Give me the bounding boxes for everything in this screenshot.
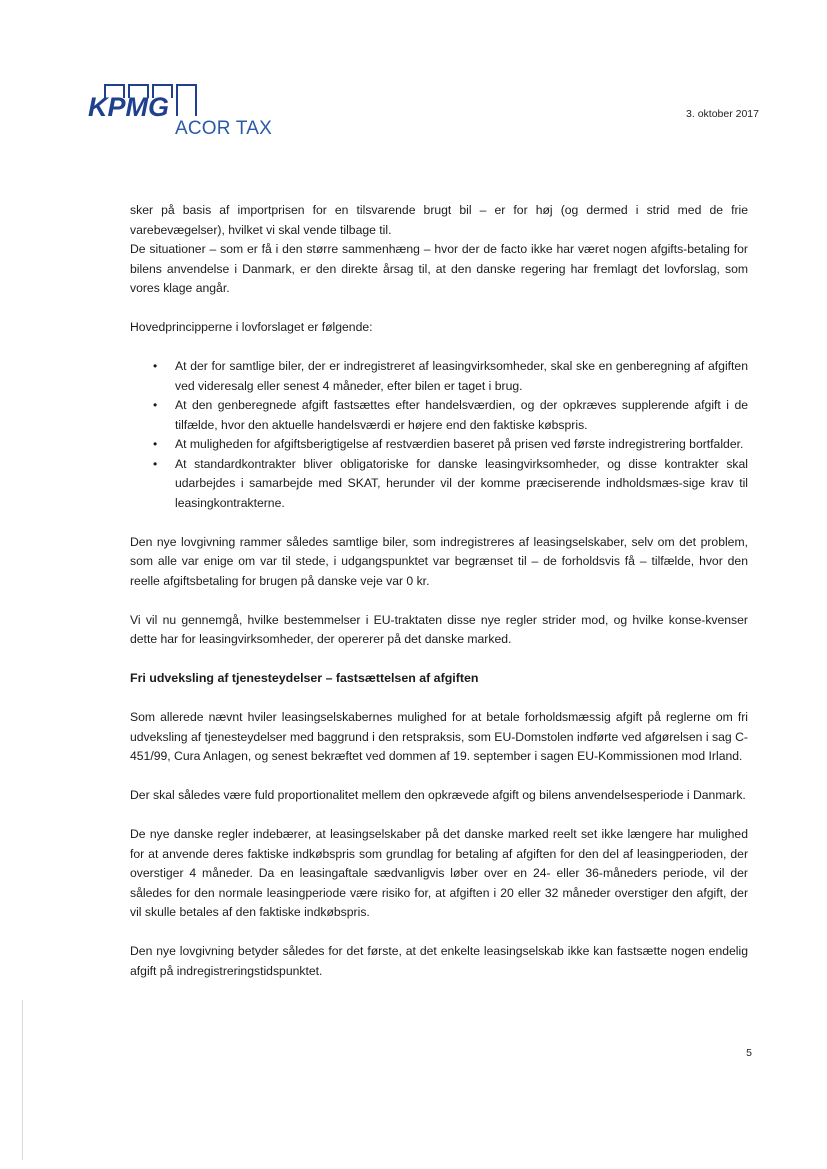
paragraph: sker på basis af importprisen for en tilsvarende brugt bil – er for høj (og dermed i strid med de frie varebevægelser), hvilket vi skal vende tilbage til. [130, 203, 748, 237]
paragraph: Som allerede nævnt hviler leasingselskabernes mulighed for at betale forholdsmæssig afgift på reglerne om fri udveksling af tjenesteydelser med baggrund i den retspraksis, som EU-Domstolen indførte ved afgørelsen i sag C-451/99, Cura Anlagen, og senest bekræftet ved dommen af 19. september i sagen EU-Kommissionen mod Irland. [130, 710, 748, 763]
paragraph: Den nye lovgivning rammer således samtlige biler, som indregistreres af leasingselskaber, selv om det problem, som alle var enige om var til stede, i udgangspunktet var begrænset til – de forholdsvis få – tilfælde, hvor den reelle afgiftsbetaling for brugen på danske veje var 0 kr. [130, 534, 748, 588]
list-item-text: At standardkontrakter bliver obligatoriske for danske leasingvirksomheder, og disse kontrakter skal udarbejdes i samarbejde med SKAT, herunder vil der komme præciserende indholdsmæs-sige krav til leasingkontrakterne. [175, 456, 748, 510]
list-item [153, 396, 748, 435]
paragraph: Den nye lovgivning betyder således for det første, at det enkelte leasingselskab ikke kan fastsætte nogen endelig afgift på indregistreringstidspunktet. [130, 944, 748, 978]
bullet-icon: • [153, 398, 158, 412]
section-heading: Fri udveksling af tjenesteydelser – fastsættelsen af afgiften [130, 671, 479, 685]
bullet-icon: • [153, 437, 158, 451]
paragraph: Vi vil nu gennemgå, hvilke bestemmelser i EU-traktaten disse nye regler strider mod, og hvilke konse-kvenser dette har for leasingvirksomheder, der opererer på det danske marked. [130, 612, 748, 646]
list-item [153, 357, 748, 396]
paragraph: De situationer – som er få i den større sammenhæng – hvor der de facto ikke har været nogen afgifts-betaling for bilens anvendelse i Danmark, er den direkte årsag til, at den danske regering har fremlagt det lovforslag, som vores klage angår. [130, 242, 748, 295]
principles-list [130, 357, 748, 513]
logo-box [176, 84, 197, 116]
paragraph: De nye danske regler indebærer, at leasingselskaber på det danske marked reelt set ikke længere har mulighed for at anvende deres faktiske indkøbspris som grundlag for betaling af afgiften for den del af leasingperioden, der overstiger 4 måneder. Da en leasingaftale sædvanligvis løber over en 24- eller 36-måneders periode, vil der således for den normale leasingperiode være risiko for, at afgiften i 20 eller 32 måneder overstiger den afgift, der vil skulle betales af den faktiske indkøbspris. [130, 827, 748, 919]
kpmg-acor-tax-logo [88, 82, 288, 142]
document-date: 3. oktober 2017 [686, 108, 759, 120]
list-item [153, 455, 748, 514]
paragraph: Der skal således være fuld proportionalitet mellem den opkrævede afgift og bilens anvendelsesperiode i Danmark. [130, 788, 746, 802]
page-number: 5 [746, 1047, 752, 1059]
document-body [130, 201, 748, 1001]
page-edge-line [22, 1000, 23, 1160]
list-item-text: At muligheden for afgiftsberigtigelse af restværdien baseret på prisen ved første indregistrering bortfalder. [175, 437, 744, 451]
list-item-text: At den genberegnede afgift fastsættes efter handelsværdien, og der opkræves supplerende afgift i de tilfælde, hvor den aktuelle handelsværdi er højere end den faktiske købspris. [175, 398, 748, 432]
logo-kpmg-text: KPMG [88, 92, 169, 122]
paragraph: Hovedprincipperne i lovforslaget er følgende: [130, 320, 373, 334]
bullet-icon: • [153, 456, 158, 471]
list-item-text: At der for samtlige biler, der er indregistreret af leasingvirksomheder, skal ske en genberegning af afgiften ved videresalg eller senest 4 måneder, efter bilen er taget i brug. [175, 359, 748, 393]
list-item [153, 435, 748, 455]
logo-acor-tax-text: ACOR TAX [175, 118, 272, 139]
bullet-icon: • [153, 359, 158, 373]
